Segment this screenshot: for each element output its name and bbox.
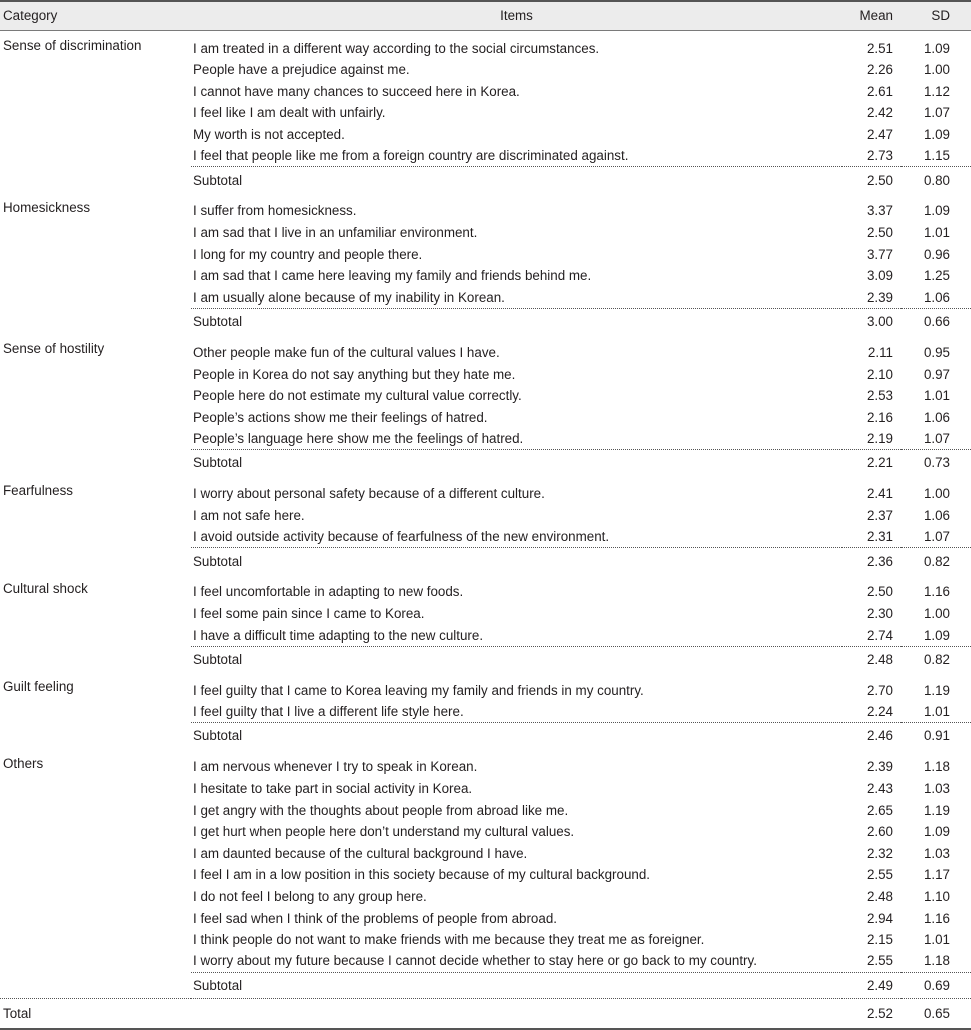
item-text: I am usually alone because of my inability in Korean. <box>193 289 505 305</box>
item-mean: 2.65 <box>866 802 893 818</box>
item-text: I feel that people like me from a foreign country are discriminated against. <box>193 148 629 164</box>
item-mean: 2.30 <box>866 606 893 622</box>
subtotal-sd: 0.82 <box>901 646 971 672</box>
item-text: I long for my country and people there. <box>193 246 423 262</box>
item-text: I am nervous whenever I try to speak in Korean. <box>193 759 478 775</box>
item-text: People’s actions show me their feelings of hatred. <box>193 409 488 425</box>
item-text: I do not feel I belong to any group here. <box>193 888 427 904</box>
subtotal-label: Subtotal <box>191 548 842 574</box>
item-mean: 2.37 <box>866 508 893 524</box>
item-text: People have a prejudice against me. <box>193 62 410 78</box>
subtotal-sd: 0.73 <box>901 450 971 476</box>
item-sd: 1.07 <box>923 431 950 447</box>
item-sd: 1.00 <box>923 62 950 78</box>
item-sd: 0.96 <box>923 246 950 262</box>
item-mean: 3.37 <box>866 203 893 219</box>
subtotal-sd: 0.82 <box>901 548 971 574</box>
subtotal-label: Subtotal <box>191 646 842 672</box>
table-row <box>0 574 971 603</box>
total-sd: 0.65 <box>901 998 971 1029</box>
item-sd: 1.01 <box>923 225 950 241</box>
item-mean: 2.39 <box>866 759 893 775</box>
item-text: I worry about personal safety because of a different culture. <box>193 486 545 502</box>
table-body <box>0 30 971 998</box>
item-mean: 2.48 <box>866 888 893 904</box>
item-sd: 1.25 <box>923 268 950 284</box>
subtotal-mean: 2.50 <box>842 167 901 193</box>
item-mean: 3.09 <box>866 268 893 284</box>
subtotal-label: Subtotal <box>191 972 842 998</box>
category-label: Others <box>3 755 44 771</box>
subtotal-sd: 0.80 <box>901 167 971 193</box>
item-sd: 1.06 <box>923 508 950 524</box>
item-mean: 2.32 <box>866 845 893 861</box>
item-sd: 1.17 <box>923 867 950 883</box>
item-text: I am sad that I came here leaving my family and friends behind me. <box>193 268 592 284</box>
header-category: Category <box>0 1 191 30</box>
item-sd: 1.15 <box>923 148 950 164</box>
item-text: I feel guilty that I came to Korea leaving my family and friends in my country. <box>193 682 644 698</box>
item-sd: 1.19 <box>923 682 950 698</box>
item-mean: 2.60 <box>866 824 893 840</box>
item-text: I feel like I am dealt with unfairly. <box>193 105 386 121</box>
item-mean: 2.41 <box>866 486 893 502</box>
item-text: I feel I am in a low position in this society because of my cultural background. <box>193 867 651 883</box>
item-sd: 1.09 <box>923 627 950 643</box>
item-mean: 2.31 <box>866 529 893 545</box>
table-row <box>0 30 971 59</box>
table-row <box>0 476 971 505</box>
item-text: I avoid outside activity because of fearfulness of the new environment. <box>193 529 610 545</box>
item-text: I get angry with the thoughts about people from abroad like me. <box>193 802 569 818</box>
item-sd: 1.16 <box>923 910 950 926</box>
item-text: I get hurt when people here don’t understand my cultural values. <box>193 824 575 840</box>
subtotal-sd: 0.91 <box>901 723 971 749</box>
item-sd: 1.16 <box>923 584 950 600</box>
header-items: Items <box>191 1 842 30</box>
item-sd: 1.01 <box>923 932 950 948</box>
category-label: Sense of hostility <box>3 341 105 357</box>
item-mean: 2.61 <box>866 83 893 99</box>
subtotal-mean: 2.46 <box>842 723 901 749</box>
table-row <box>0 749 971 778</box>
subtotal-mean: 2.49 <box>842 972 901 998</box>
category-label: Cultural shock <box>3 580 88 596</box>
item-mean: 2.43 <box>866 780 893 796</box>
total-label: Total <box>0 998 191 1029</box>
item-text: People here do not estimate my cultural value correctly. <box>193 388 522 404</box>
item-sd: 1.12 <box>923 83 950 99</box>
item-sd: 1.03 <box>923 845 950 861</box>
item-mean: 2.70 <box>866 682 893 698</box>
item-sd: 1.10 <box>923 888 950 904</box>
item-mean: 2.15 <box>866 932 893 948</box>
total-mean: 2.52 <box>842 998 901 1029</box>
item-text: I cannot have many chances to succeed here in Korea. <box>193 83 520 99</box>
item-mean: 2.10 <box>866 366 893 382</box>
item-mean: 2.51 <box>866 40 893 56</box>
item-text: People’s language here show me the feelings of hatred. <box>193 431 524 447</box>
item-mean: 2.73 <box>866 148 893 164</box>
item-sd: 1.09 <box>923 824 950 840</box>
table-row <box>0 334 971 363</box>
item-sd: 1.01 <box>923 704 950 720</box>
item-mean: 2.47 <box>866 127 893 143</box>
subtotal-label: Subtotal <box>191 723 842 749</box>
category-label: Homesickness <box>3 199 91 215</box>
item-text: I suffer from homesickness. <box>193 203 357 219</box>
category-label: Sense of discrimination <box>3 37 142 53</box>
item-text: I feel some pain since I came to Korea. <box>193 606 425 622</box>
total-spacer <box>191 998 842 1029</box>
item-text: Other people make fun of the cultural values I have. <box>193 344 500 360</box>
item-mean: 2.50 <box>866 584 893 600</box>
table-row <box>0 672 971 701</box>
item-text: I am not safe here. <box>193 508 305 524</box>
item-mean: 2.55 <box>866 867 893 883</box>
header-sd: SD <box>901 1 971 30</box>
category-label: Guilt feeling <box>3 679 74 695</box>
item-mean: 2.50 <box>866 225 893 241</box>
subtotal-mean: 3.00 <box>842 308 901 334</box>
item-text: I think people do not want to make friends with me because they treat me as foreigner. <box>193 932 705 948</box>
table-header <box>0 1 971 30</box>
item-mean: 2.42 <box>866 105 893 121</box>
item-text: I feel uncomfortable in adapting to new foods. <box>193 584 464 600</box>
header-mean: Mean <box>842 1 901 30</box>
item-text: People in Korea do not say anything but they hate me. <box>193 366 516 382</box>
table-footer <box>0 998 971 1029</box>
subtotal-mean: 2.21 <box>842 450 901 476</box>
item-text: I hesitate to take part in social activity in Korea. <box>193 780 473 796</box>
item-mean: 2.11 <box>867 344 893 360</box>
subtotal-label: Subtotal <box>191 308 842 334</box>
item-mean: 2.74 <box>866 627 893 643</box>
subtotal-sd: 0.66 <box>901 308 971 334</box>
subtotal-sd: 0.69 <box>901 972 971 998</box>
item-sd: 1.19 <box>923 802 950 818</box>
item-sd: 1.07 <box>923 105 950 121</box>
subtotal-mean: 2.36 <box>842 548 901 574</box>
item-mean: 2.19 <box>866 431 893 447</box>
item-mean: 2.16 <box>866 409 893 425</box>
item-sd: 1.06 <box>923 289 950 305</box>
item-text: I feel sad when I think of the problems of people from abroad. <box>193 910 557 926</box>
item-sd: 1.01 <box>923 388 950 404</box>
item-sd: 1.03 <box>923 780 950 796</box>
item-sd: 1.00 <box>923 606 950 622</box>
item-text: I have a difficult time adapting to the new culture. <box>193 627 484 643</box>
item-text: I feel guilty that I live a different life style here. <box>193 704 464 720</box>
item-sd: 0.97 <box>923 366 950 382</box>
item-mean: 3.77 <box>866 246 893 262</box>
item-sd: 1.00 <box>923 486 950 502</box>
item-sd: 1.09 <box>923 203 950 219</box>
subtotal-label: Subtotal <box>191 167 842 193</box>
item-text: I am sad that I live in an unfamiliar environment. <box>193 225 478 241</box>
item-text: My worth is not accepted. <box>193 127 345 143</box>
item-mean: 2.94 <box>866 910 893 926</box>
item-sd: 1.06 <box>923 409 950 425</box>
item-sd: 0.95 <box>923 344 950 360</box>
total-row <box>0 998 971 1029</box>
item-sd: 1.09 <box>923 127 950 143</box>
item-mean: 2.39 <box>866 289 893 305</box>
item-mean: 2.24 <box>866 704 893 720</box>
header-row <box>0 1 971 30</box>
item-text: I am daunted because of the cultural background I have. <box>193 845 528 861</box>
item-mean: 2.26 <box>866 62 893 78</box>
item-text: I worry about my future because I cannot decide whether to stay here or go back to my country. <box>193 953 757 969</box>
item-mean: 2.55 <box>866 953 893 969</box>
item-sd: 1.18 <box>923 953 950 969</box>
category-label: Fearfulness <box>3 482 73 498</box>
table-row <box>0 193 971 222</box>
subtotal-label: Subtotal <box>191 450 842 476</box>
item-sd: 1.18 <box>923 759 950 775</box>
item-text: I am treated in a different way according to the social circumstances. <box>193 40 600 56</box>
item-mean: 2.53 <box>866 388 893 404</box>
subtotal-mean: 2.48 <box>842 646 901 672</box>
item-sd: 1.07 <box>923 529 950 545</box>
item-sd: 1.09 <box>923 40 950 56</box>
